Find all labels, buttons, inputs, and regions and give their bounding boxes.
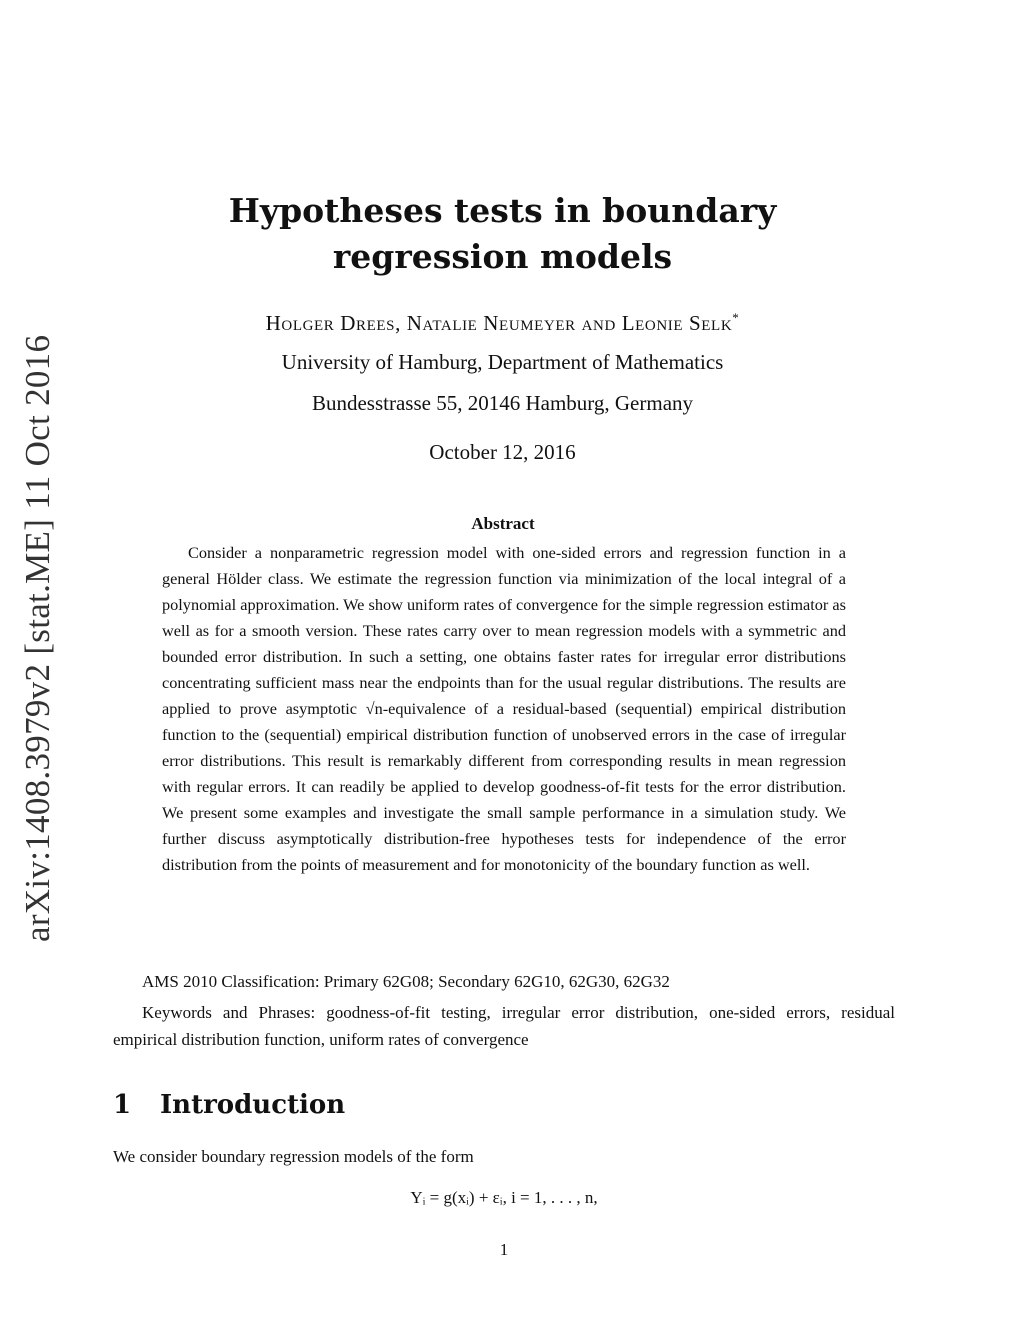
model-equation: Yᵢ = g(xᵢ) + εᵢ, i = 1, . . . , n,: [410, 1188, 598, 1207]
abstract-text: Consider a nonparametric regression model with one-sided errors and regression function in a general Hölder class. We estimate the regression function via minimization of the local integral of a polynomial approximation. We show uniform rates of convergence for the simple regression estimator as well as for a smooth version. These rates carry over to mean regression models with a symmetric and bounded error distribution. In such a setting, one obtains faster rates for irregular error distributions concentrating sufficient mass near the endpoints than for the usual regular distributions. The results are applied to prove asymptotic √n-equivalence of a residual-based (sequential) empirical distribution function to the (sequential) empirical distribution function of unobserved errors in the case of irregular error distributions. This result is remarkably different from corresponding results in mean regression with regular errors. It can readily be applied to develop goodness-of-fit tests for the error distribution. We present some examples and investigate the small sample performance in a simulation study. We further discuss asymptotically distribution-free hypotheses tests for independence of the error distribution from the points of measurement and for monotonicity of the boundary function as well.: [162, 543, 846, 874]
page-number: 1: [499, 1240, 509, 1259]
section-heading: [113, 1090, 345, 1120]
intro-text: We consider boundary regression models of the form: [113, 1147, 474, 1166]
keywords: Keywords and Phrases: goodness-of-fit testing, irregular error distribution, one-sided errors, residual empirical distribution function, uniform rates of convergence: [113, 1003, 895, 1049]
author-footnote-mark: *: [732, 310, 740, 325]
section-number: 1: [113, 1090, 132, 1120]
ams-classification: AMS 2010 Classification: Primary 62G08; Secondary 62G10, 62G30, 62G32: [142, 972, 670, 991]
affiliation: University of Hamburg, Department of Mathematics: [281, 350, 724, 374]
authors: Holger Drees, Natalie Neumeyer and Leonie Selk: [265, 311, 733, 335]
section-title: Introduction: [160, 1090, 346, 1120]
abstract-heading: Abstract: [471, 514, 535, 533]
address: Bundesstrasse 55, 20146 Hamburg, Germany: [311, 391, 694, 415]
paper-title: Hypotheses tests in boundary regression models: [228, 191, 777, 276]
author-line: [130, 310, 875, 336]
paper-date: October 12, 2016: [429, 440, 576, 464]
arxiv-stamp: arXiv:1408.3979v2 [stat.ME] 11 Oct 2016: [18, 334, 57, 942]
